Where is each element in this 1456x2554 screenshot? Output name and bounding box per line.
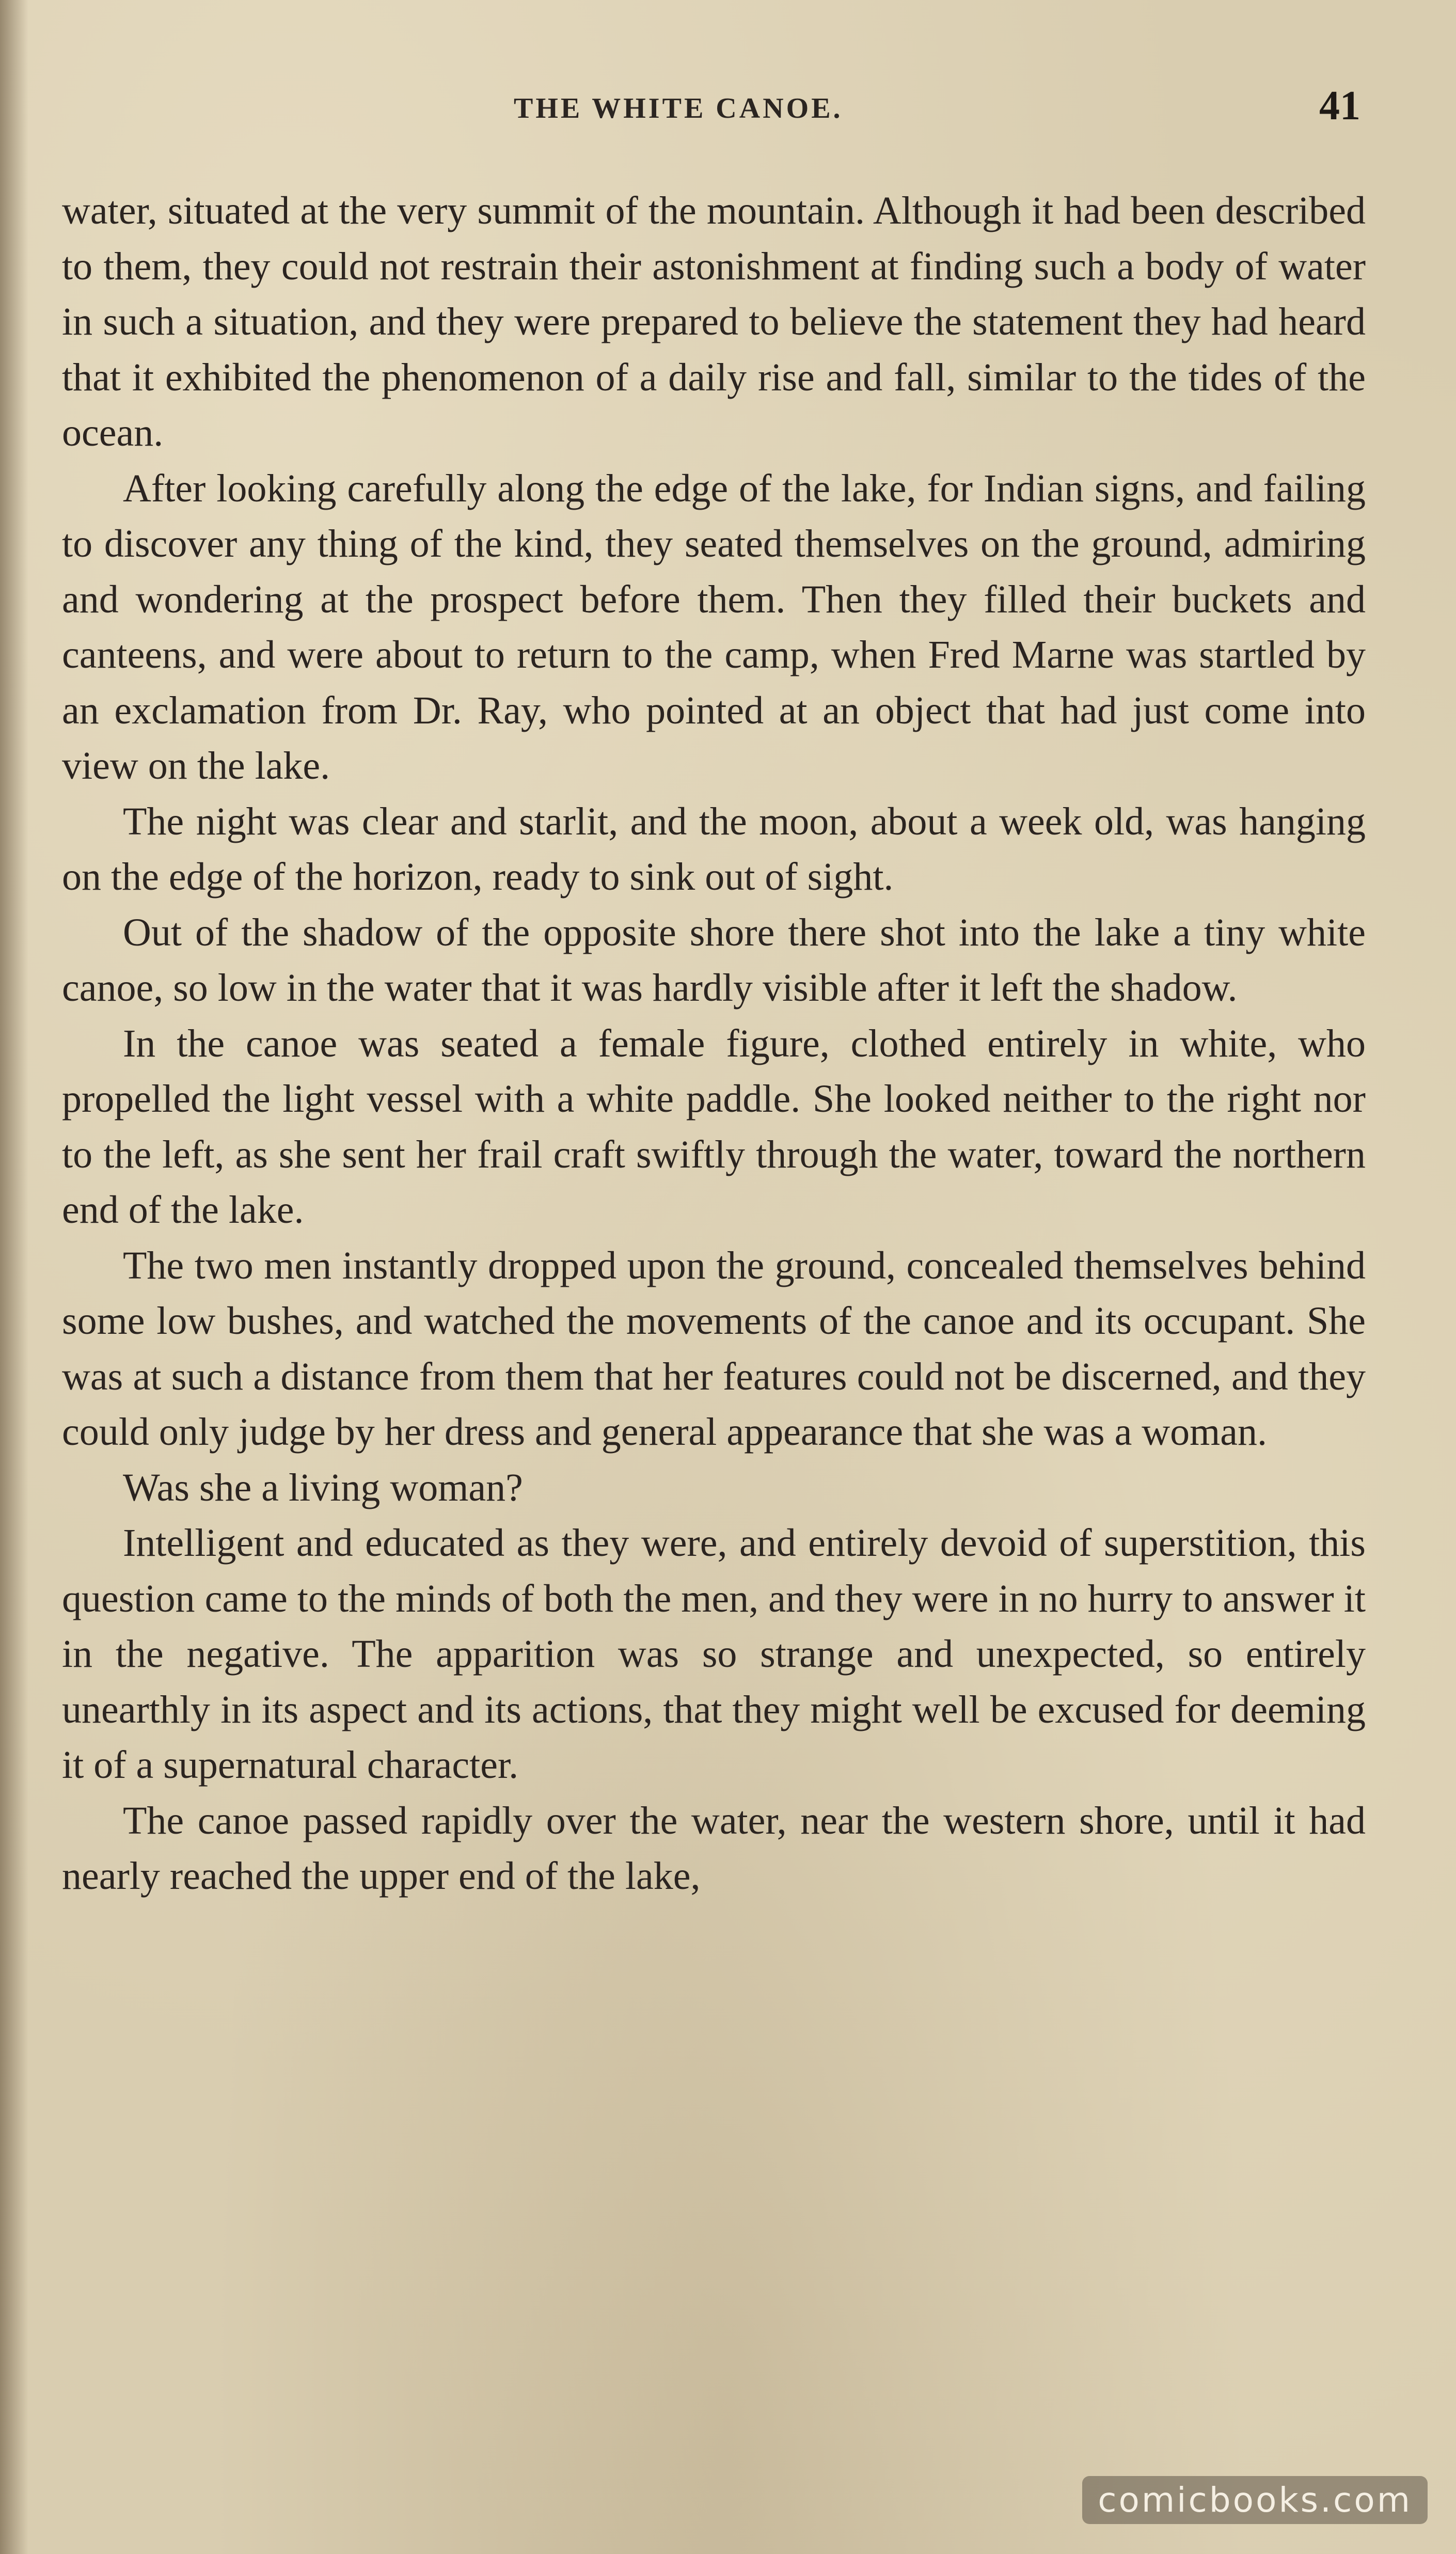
page-header xyxy=(0,83,1456,138)
paragraph-1: water, situated at the very summit of the mountain. Although it had been described to them, they could not restrain their astonishment at finding such a body of water in such a situation, and they were prepared to believe the statement they had heard that it exhibited the phenomenon of a daily rise and fall, similar to the tides of the ocean. xyxy=(62,189,1366,454)
paragraph-8: Intelligent and educated as they were, and entirely devoid of superstition, this question came to the minds of both the men, and they were in no hurry to answer it in the negative. The apparition was so strange and unexpected, so entirely unearthly in its aspect and its actions, that they might well be excused for deeming it of a supernatural character. xyxy=(62,1521,1366,1787)
page-gutter-shadow xyxy=(0,0,28,2554)
paragraph-4: Out of the shadow of the opposite shore there shot into the lake a tiny white canoe, so low in the water that it was hardly visible after it left the shadow. xyxy=(62,910,1366,1010)
paragraph-9: The canoe passed rapidly over the water, near the western shore, until it had nearly reached the upper end of the lake, xyxy=(62,1799,1366,1898)
paragraph-2: After looking carefully along the edge of the lake, for Indian signs, and failing to discover any thing of the kind, they seated themselves on the ground, admiring and wondering at the prospect before them. Then they filled their buckets and canteens, and were about to return to the camp, when Fred Marne was startled by an exclamation from Dr. Ray, who pointed at an object that had just come into view on the lake. xyxy=(62,466,1366,787)
watermark: comicbooks.com xyxy=(1082,2476,1428,2524)
page-number: 41 xyxy=(1319,83,1360,129)
running-title: THE WHITE CANOE. xyxy=(514,92,843,124)
paragraph-6: The two men instantly dropped upon the ground, concealed themselves behind some low bushes, and watched the movements of the canoe and its occupant. She was at such a distance from them that her features could not be discerned, and they could only judge by her dress and general appearance that she was a woman. xyxy=(62,1243,1366,1454)
paragraph-7: Was she a living woman? xyxy=(123,1465,523,1509)
paragraph-3: The night was clear and starlit, and the moon, about a week old, was hanging on the edge of the horizon, ready to sink out of sight. xyxy=(62,799,1366,898)
body-text xyxy=(62,183,1366,1904)
paragraph-5: In the canoe was seated a female figure, clothed entirely in white, who propelled the light vessel with a white paddle. She looked neither to the right nor to the left, as she sent her frail craft swiftly through the water, toward the northern end of the lake. xyxy=(62,1021,1366,1232)
